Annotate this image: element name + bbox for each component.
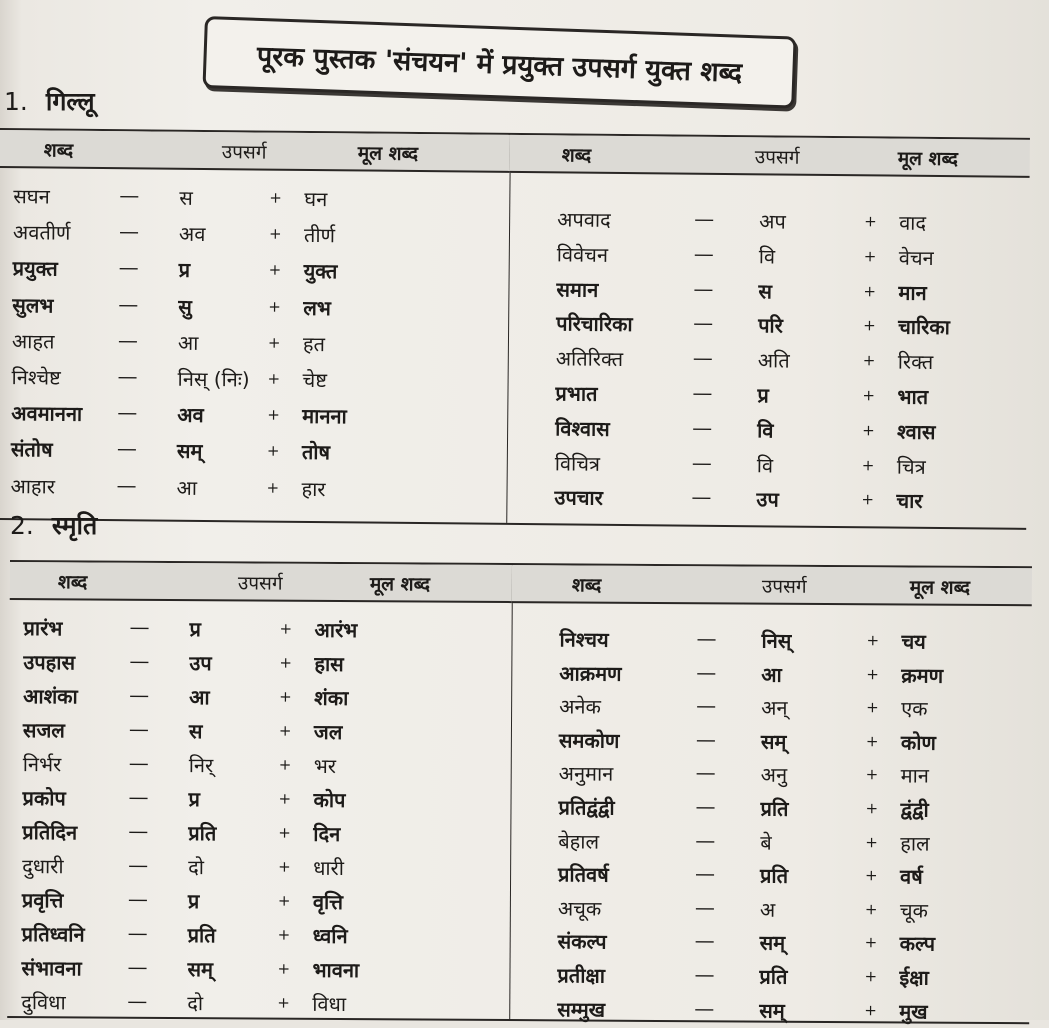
root-cell: कोप [313, 787, 346, 813]
plus-separator: + [278, 789, 292, 808]
table-row [510, 789, 1030, 826]
root-cell: क्रमण [901, 663, 944, 688]
dash-separator: — [694, 894, 715, 920]
dash-separator: — [695, 827, 716, 852]
table-row [7, 984, 509, 1021]
dash-separator: — [696, 659, 717, 684]
prefix-cell: प्रति [188, 821, 217, 846]
prefix-cell: अव [177, 402, 204, 428]
prefix-cell: प्र [757, 383, 769, 408]
prefix-cell: स [179, 185, 193, 210]
table-row [507, 375, 1027, 414]
table-row [511, 621, 1031, 658]
word-cell: प्रतिवर्ष [558, 862, 609, 887]
prefix-cell: उप [756, 487, 779, 512]
root-cell: हास [314, 651, 344, 677]
word-cell: अतिरिक्त [555, 346, 624, 372]
root-cell: ध्वनि [312, 923, 348, 949]
header-root: मूल शब्द [357, 142, 419, 166]
section-title: स्मृति [51, 511, 98, 540]
prefix-cell: सम् [760, 729, 787, 754]
dash-separator: — [128, 750, 149, 775]
prefix-cell: वि [756, 452, 774, 478]
word-cell: सुलभ [12, 292, 54, 318]
table-row [9, 746, 511, 783]
plus-separator: + [864, 933, 878, 952]
header-root: मूल शब्द [897, 147, 959, 171]
prefix-cell: परि [758, 313, 783, 338]
header-word: शब्द [561, 144, 592, 167]
dash-separator: — [692, 415, 713, 440]
word-cell: निश्चेष्ट [11, 365, 61, 390]
section-heading-1 [4, 84, 95, 118]
page-title: पूरक पुस्तक 'संचयन' में प्रयुक्त उपसर्ग युक्त शब्द [256, 40, 743, 89]
dash-separator: — [695, 726, 716, 752]
plus-separator: + [865, 866, 878, 885]
root-cell: आरंभ [314, 617, 358, 643]
plus-separator: + [268, 297, 281, 316]
table-row [509, 201, 1029, 240]
table-left-half [7, 562, 512, 1019]
root-cell: भर [313, 753, 337, 778]
table-row [8, 916, 510, 953]
prefix-cell: बे [760, 830, 772, 855]
plus-separator: + [268, 260, 282, 280]
root-cell: हत [302, 331, 326, 356]
root-cell: हार [301, 476, 326, 501]
prefix-cell: स [758, 278, 773, 304]
plus-separator: + [865, 765, 879, 784]
dash-separator: — [696, 693, 717, 718]
prefix-cell: स [188, 719, 203, 744]
dash-separator: — [127, 954, 148, 979]
word-cell: अनेक [559, 694, 601, 719]
root-cell: चित्र [896, 454, 926, 479]
table-row [0, 359, 508, 398]
table-left-half [0, 130, 510, 523]
plus-separator: + [266, 441, 280, 461]
word-cell: उपहास [23, 650, 76, 675]
plus-separator: + [279, 687, 292, 706]
table-row [511, 722, 1031, 759]
root-cell: हाल [900, 831, 930, 856]
table-row [0, 323, 508, 362]
table-row [9, 644, 511, 681]
word-cell: आहत [11, 328, 55, 354]
word-cell: प्रकोप [22, 786, 66, 811]
prefix-cell: अति [757, 348, 790, 373]
table-row [507, 444, 1027, 483]
word-cell: समकोण [558, 728, 620, 753]
header-prefix: उपसर्ग [761, 575, 807, 598]
prefix-cell: प्रति [760, 863, 789, 888]
plus-separator: + [863, 316, 876, 335]
dash-separator: — [129, 648, 150, 673]
root-cell: कोण [900, 730, 936, 755]
root-cell: मुख [899, 999, 928, 1024]
prefix-cell: वि [757, 418, 774, 443]
plus-separator: + [861, 455, 875, 475]
word-cell: अनुमान [558, 761, 614, 787]
header-root: मूल शब्द [369, 573, 431, 596]
header-prefix: उपसर्ग [754, 146, 800, 169]
plus-separator: + [277, 891, 291, 910]
word-cell: परिचारिका [556, 311, 633, 337]
table-right-half [506, 135, 1030, 528]
plus-separator: + [863, 247, 877, 266]
dash-separator: — [692, 345, 713, 371]
root-cell: चार [896, 489, 923, 514]
dash-separator: — [691, 450, 712, 475]
dash-separator: — [696, 626, 717, 651]
dash-separator: — [694, 928, 715, 953]
root-cell: वर्ष [900, 864, 923, 889]
table-row [0, 468, 507, 507]
word-cell: प्रभात [555, 381, 598, 406]
root-cell: मान [898, 280, 927, 305]
table-right-half [509, 565, 1032, 1022]
plus-separator: + [269, 188, 283, 207]
plus-separator: + [279, 619, 293, 638]
dash-separator: — [693, 241, 714, 266]
table-header [10, 562, 512, 603]
dash-separator: — [129, 614, 150, 639]
word-cell: सघन [13, 184, 50, 209]
dash-separator: — [128, 716, 150, 741]
word-cell: निश्चय [559, 627, 609, 652]
word-cell: बेहाल [558, 828, 600, 854]
plus-separator: + [865, 732, 879, 751]
prefix-cell: सु [178, 294, 192, 319]
header-root: मूल शब्द [909, 576, 971, 599]
word-cell: अचूक [557, 896, 602, 921]
dash-separator: — [128, 784, 149, 809]
prefix-cell: सम् [187, 957, 214, 982]
plus-separator: + [862, 351, 876, 370]
dash-separator: — [129, 682, 150, 707]
dash-separator: — [118, 255, 139, 280]
plus-separator: + [866, 664, 879, 683]
dash-separator: — [116, 472, 137, 497]
word-cell: संकल्प [557, 929, 607, 955]
dash-separator: — [693, 311, 714, 336]
prefix-cell: उप [189, 651, 212, 676]
word-cell: प्रवृत्ति [21, 888, 64, 913]
root-cell: वाद [899, 210, 927, 235]
section-title: गिल्लू [45, 87, 95, 116]
table-row [7, 950, 509, 987]
root-cell: तोष [301, 440, 331, 465]
plus-separator: + [277, 959, 291, 978]
root-cell: जल [313, 719, 343, 745]
prefix-cell: अ [759, 897, 776, 922]
plus-separator: + [278, 755, 292, 774]
header-word: शब्द [43, 139, 74, 162]
word-cell: संभावना [21, 956, 82, 981]
root-cell: शंका [314, 685, 349, 711]
dash-separator: — [694, 995, 715, 1020]
root-cell: कल्प [899, 931, 936, 957]
root-cell: चूक [899, 898, 929, 923]
plus-separator: + [267, 405, 280, 424]
word-cell: आहार [10, 473, 56, 499]
prefix-cell: अप [759, 209, 786, 234]
prefix-cell: दो [188, 855, 205, 880]
table-row [511, 688, 1031, 725]
prefix-cell: प्रति [187, 923, 216, 948]
table-row [8, 882, 510, 919]
dash-separator: — [127, 988, 148, 1013]
root-cell: चेष्ट [302, 367, 328, 393]
prefix-cell: निस् [761, 628, 792, 653]
root-cell: भावना [312, 957, 360, 983]
section-number: 1. [4, 87, 28, 116]
prefix-cell: आ [176, 475, 198, 500]
prefix-cell: प्र [189, 617, 202, 642]
word-cell: संतोष [10, 437, 53, 462]
plus-separator: + [864, 212, 877, 231]
plus-separator: + [866, 698, 879, 717]
dash-separator: — [118, 219, 140, 244]
prefix-cell: सम् [759, 930, 786, 956]
root-cell: विधा [312, 991, 347, 1017]
table-row [509, 991, 1029, 1028]
plus-separator: + [862, 421, 875, 440]
word-cell: प्रतीक्षा [557, 963, 606, 988]
dash-separator: — [117, 400, 138, 425]
prefix-cell: अन् [761, 695, 788, 720]
dash-separator: — [694, 962, 715, 987]
section-number: 2. [10, 511, 34, 540]
table-row [9, 610, 511, 647]
prefix-cell: सम् [176, 439, 203, 464]
word-cell: अपवाद [557, 207, 611, 232]
dash-separator: — [116, 436, 138, 461]
dash-separator: — [127, 886, 149, 911]
table-row [507, 410, 1027, 449]
word-table-gillu [0, 128, 1030, 530]
root-cell: श्वास [897, 419, 936, 444]
word-cell: प्रयुक्त [12, 256, 58, 281]
word-cell: निर्भर [22, 752, 62, 777]
root-cell: मान [900, 763, 930, 789]
plus-separator: + [865, 832, 878, 851]
table-row [509, 957, 1029, 994]
root-cell: भात [897, 384, 929, 409]
word-cell: दुविधा [21, 990, 66, 1015]
root-cell: चारिका [898, 315, 951, 340]
table-header [0, 130, 510, 173]
header-word: शब्द [571, 574, 602, 597]
word-cell: अवतीर्ण [12, 220, 71, 245]
prefix-cell: आ [189, 685, 210, 710]
root-cell: घन [304, 186, 328, 212]
word-cell: सम्मुख [557, 996, 606, 1022]
table-row [510, 890, 1030, 927]
table-row [9, 712, 511, 749]
plus-separator: + [862, 386, 876, 405]
plus-separator: + [266, 478, 280, 497]
root-cell: तीर्ण [303, 223, 336, 248]
word-cell: प्रतिद्वंद्वी [558, 795, 615, 820]
header-prefix: उपसर्ग [221, 141, 267, 164]
table-header [512, 565, 1032, 606]
table-row [511, 755, 1031, 792]
dash-separator: — [692, 380, 713, 405]
plus-separator: + [864, 967, 878, 986]
header-prefix: उपसर्ग [237, 572, 283, 595]
prefix-cell: दो [187, 991, 204, 1016]
table-row [0, 250, 509, 289]
word-cell: समान [556, 276, 599, 302]
page-title-box [202, 16, 796, 109]
dash-separator: — [694, 206, 715, 231]
table-row [510, 856, 1030, 893]
word-cell: आशंका [23, 684, 78, 709]
table-row [0, 178, 509, 217]
prefix-cell: आ [761, 662, 782, 687]
table-row [8, 814, 510, 851]
plus-separator: + [864, 1000, 877, 1019]
word-cell: विवेचन [556, 242, 609, 267]
prefix-cell: वि [758, 244, 776, 269]
word-table-smriti [7, 560, 1032, 1024]
plus-separator: + [279, 653, 293, 672]
dash-separator: — [118, 291, 139, 316]
word-cell: प्रतिध्वनि [21, 922, 85, 947]
plus-separator: + [278, 823, 291, 842]
dash-separator: — [695, 794, 716, 819]
root-cell: धारी [313, 855, 345, 881]
prefix-cell: अव [178, 221, 206, 247]
prefix-cell: निस् (निः) [177, 366, 250, 392]
table-row [506, 479, 1026, 518]
table-row [510, 923, 1030, 960]
prefix-cell: प्रति [759, 964, 788, 989]
root-cell: दिन [313, 821, 341, 847]
plus-separator: + [268, 224, 282, 243]
table-row [511, 655, 1031, 692]
dash-separator: — [127, 920, 148, 945]
word-cell: प्रारंभ [23, 616, 63, 641]
root-cell: रिक्त [897, 349, 934, 375]
word-cell: आक्रमण [559, 660, 622, 686]
dash-separator: — [128, 818, 149, 843]
table-row [509, 236, 1029, 275]
prefix-cell: निर् [188, 753, 214, 778]
table-row [0, 431, 507, 470]
table-header [510, 135, 1030, 178]
word-cell: सजल [22, 718, 65, 743]
table-row [508, 340, 1028, 379]
dash-separator: — [119, 183, 140, 208]
root-cell: चय [901, 629, 926, 654]
dash-separator: — [695, 760, 716, 785]
plus-separator: + [278, 857, 291, 876]
root-cell: ईक्षा [899, 965, 929, 990]
prefix-cell: प्र [188, 787, 201, 812]
root-cell: वेचन [898, 245, 934, 270]
prefix-cell: सम् [759, 998, 785, 1023]
word-cell: अवमानना [11, 401, 83, 426]
dash-separator: — [117, 327, 139, 353]
prefix-cell: आ [177, 330, 199, 355]
root-cell: मानना [302, 404, 347, 429]
dash-separator: — [691, 485, 712, 510]
dash-separator: — [695, 861, 716, 886]
word-cell: विश्वास [555, 416, 610, 441]
table-row [8, 848, 510, 885]
plus-separator: + [277, 993, 290, 1012]
table-row [0, 287, 508, 326]
plus-separator: + [866, 631, 880, 650]
root-cell: वृत्ति [312, 889, 344, 915]
prefix-cell: प्रति [760, 796, 789, 821]
table-row [9, 678, 511, 715]
prefix-cell: अनु [760, 762, 788, 788]
table-row [0, 214, 509, 253]
root-cell: द्वंद्वी [900, 797, 929, 822]
dash-separator: — [117, 364, 138, 389]
header-word: शब्द [57, 571, 88, 594]
dash-separator: — [693, 276, 714, 301]
table-row [0, 395, 507, 434]
table-row [8, 780, 510, 817]
word-cell: विचित्र [554, 450, 601, 476]
plus-separator: + [865, 799, 879, 818]
word-cell: दुधारी [22, 854, 64, 879]
root-cell: लभ [303, 295, 332, 320]
word-cell: उपचार [554, 485, 603, 511]
plus-separator: + [861, 490, 875, 509]
plus-separator: + [864, 900, 878, 919]
plus-separator: + [267, 369, 281, 388]
section-heading-2 [10, 508, 97, 542]
plus-separator: + [278, 721, 292, 740]
table-row [510, 823, 1030, 860]
word-cell: प्रतिदिन [22, 820, 78, 845]
prefix-cell: प्र [187, 889, 200, 914]
prefix-cell: प्र [178, 258, 191, 283]
dash-separator: — [128, 852, 149, 877]
plus-separator: + [277, 925, 291, 944]
root-cell: युक्त [303, 259, 338, 284]
table-row [508, 305, 1028, 344]
root-cell: एक [901, 696, 928, 721]
table-row [508, 270, 1028, 309]
plus-separator: + [267, 333, 281, 352]
plus-separator: + [863, 281, 877, 301]
